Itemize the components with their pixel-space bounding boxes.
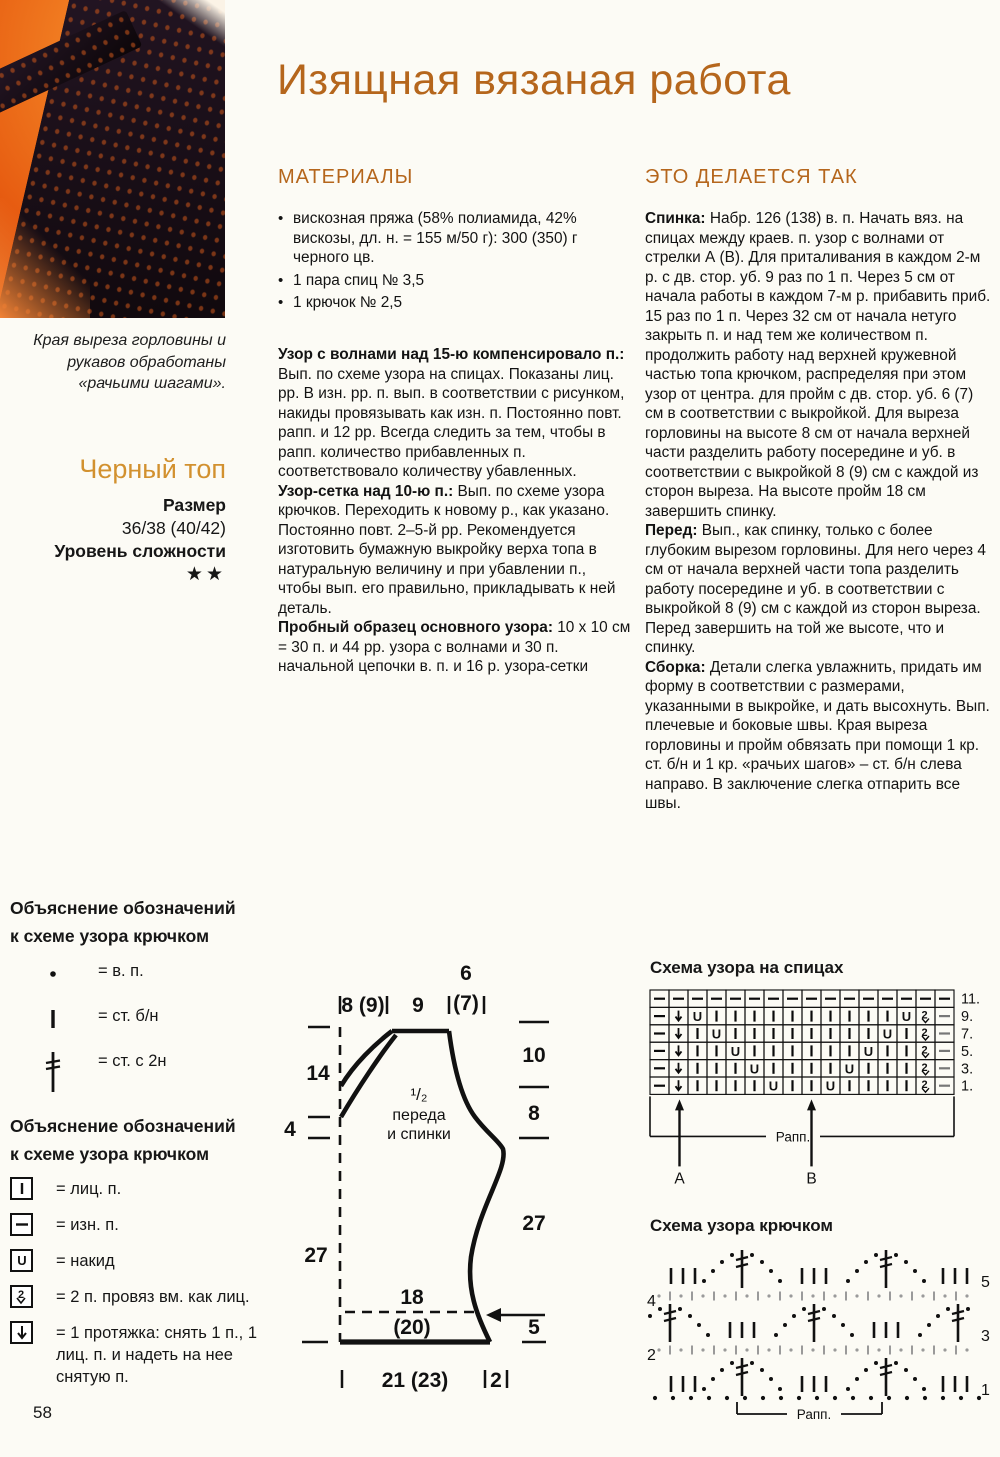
instruction-paragraph: Спинка: Набр. 126 (138) в. п. Начать вяз. на спицах между краев. п. узор с волнами от стрелки А (В). Для приталивания в каждом 2-м р. с дв. стор. уб. 9 раз по 1 п. Через 5 см от начала работы в каждом 7-м р. прибавить приб. 15 раз по 1 п. Через 32 см от начала нетуго закрыть п. и над тем же количеством п. продолжить работу над верхней кружевной частью топа крючком, распределяя при этом узор от центра. для пройм с дв. стор. уб. 6 (7) см в соответствии с выкройкой. Для выреза горловины на высоте 8 см от начала верхней части разделить работу посередине и уб. в соответствии с выкройкой 8 (9) см с каждой из сторон выреза. На высоте пройм 18 см завершить спинку. [645, 210, 991, 520]
legend-text: = ст. с 2н [98, 1052, 167, 1070]
lace-top-photo [0, 0, 225, 318]
svg-text:B: B [806, 1170, 817, 1186]
svg-text:11.: 11. [961, 991, 981, 1008]
legend-item [10, 1285, 265, 1312]
symbol-box [10, 1177, 33, 1200]
svg-text:2: 2 [921, 1044, 928, 1057]
legend-items [10, 959, 260, 1101]
knitting-symbol-legend [10, 1112, 265, 1388]
legend-heading [10, 894, 260, 950]
legend-symbol [10, 1285, 56, 1312]
measure-21-23: 21 (23) [381, 1369, 449, 1392]
difficulty-label: Уровень сложности [54, 540, 226, 561]
legend-item [10, 959, 260, 995]
size-label: Размер [162, 495, 226, 516]
schematic-center-label [387, 1085, 451, 1143]
materials-list [278, 209, 632, 316]
paragraph-lead: Узор с волнами над 15-ю компенсировало п.: [278, 346, 625, 363]
svg-text:U: U [825, 1078, 836, 1094]
measure-7: (7) [453, 992, 479, 1015]
bullet-icon: • [278, 271, 284, 289]
measure-4: 4 [284, 1118, 296, 1141]
legend-symbol [10, 1213, 56, 1240]
svg-text:U: U [711, 1026, 722, 1042]
photo-highlight [155, 0, 225, 54]
svg-text:2: 2 [921, 1027, 928, 1039]
measure-8-9: 8 (9) [341, 994, 385, 1017]
crochet-chart-title: Схема узора крючком [650, 1216, 833, 1235]
garment-schematic [272, 950, 594, 1405]
slip-icon [13, 1323, 31, 1342]
symbol-box [10, 1213, 33, 1236]
svg-text:2: 2 [921, 1061, 928, 1074]
svg-text:3: 3 [981, 1328, 990, 1345]
legend-heading-line: к схеме узора крючком [10, 926, 210, 946]
yo-icon [13, 1251, 31, 1270]
measure-8: 8 [528, 1102, 540, 1125]
svg-text:Рапп.: Рапп. [775, 1129, 811, 1145]
legend-symbol [10, 1321, 56, 1348]
material-item [278, 209, 632, 268]
legend-symbol [10, 1249, 56, 1276]
measure-9: 9 [412, 994, 424, 1017]
knitting-chart-title: Схема узора на спицах [650, 958, 844, 977]
material-item [278, 293, 632, 313]
paragraph-lead: Спинка: [645, 210, 706, 227]
legend-item [10, 1249, 265, 1276]
symbol-box [10, 1321, 33, 1344]
instructions-heading: ЭТО ДЕЛАЕТСЯ ТАК [645, 166, 858, 188]
svg-text:7.: 7. [961, 1026, 974, 1043]
crochet-symbols [648, 1250, 981, 1400]
front-label: переда [392, 1107, 446, 1124]
legend-symbol [10, 1049, 98, 1101]
half-label: ¹/₂ [410, 1085, 428, 1104]
bullet-icon: • [278, 294, 284, 311]
measure-27-left: 27 [304, 1244, 328, 1267]
photo-highlight [0, 198, 90, 318]
symbol-box [10, 1249, 33, 1272]
pattern-paragraph: Узор с волнами над 15-ю компенсировало п.: Вып. по схеме узора на спицах. Показаны лиц. рр. В изн. рр. п. вып. в соответствии с рисунком, накиды провязывать как изн. п. Постоянно повт. рапп. и 12 рр. Всегда следить за тем, чтобы в рапп. количество прибавленных п. соответствовало количеству убавленных. [278, 346, 625, 480]
legend-text: = накид [56, 1252, 115, 1270]
svg-text:U: U [730, 1043, 741, 1059]
svg-text:1.: 1. [961, 1078, 974, 1095]
bar-icon [44, 1004, 62, 1034]
legend-item [10, 1049, 260, 1101]
measure-14: 14 [306, 1062, 330, 1085]
back-label: и спинки [387, 1126, 451, 1143]
svg-text:1: 1 [981, 1382, 990, 1399]
legend-text: = изн. п. [56, 1216, 119, 1234]
material-text: вискозная пряжа (58% полиамида, 42% вискозы, дл. н. = 155 м/50 г): 300 (350) г черного цв. [293, 210, 578, 266]
measure-2: 2 [490, 1369, 502, 1392]
paragraph-lead: Узор-сетка над 10-ю п.: [278, 482, 454, 500]
cross2-icon [44, 1049, 62, 1095]
measure-6: 6 [460, 962, 472, 985]
paragraph-lead: Пробный образец основного узора: [278, 619, 553, 636]
pattern-descriptions [278, 345, 632, 677]
crochet-chart [645, 1246, 991, 1432]
material-item [278, 271, 632, 291]
svg-text:U: U [882, 1026, 893, 1042]
svg-text:U: U [901, 1009, 912, 1025]
svg-text:U: U [749, 1061, 760, 1077]
pattern-paragraph: Узор-сетка над 10-ю п.: Вып. по схеме узора крючков. Переходить к новому р., как указано. Постоянно повт. 2–5-й рр. Рекомендуется изготовить бумажную выкройку верха топа в натуральную величину и при убавлении п., чтобы вып. его правильно, прикладывать к ней деталь. [278, 482, 616, 617]
legend-text: = 1 протяжка: снять 1 п., 1 лиц. п. и надеть на нее снятую п. [56, 1324, 258, 1386]
side-seam-curve [449, 1031, 504, 1342]
legend-item [10, 1213, 265, 1240]
legend-heading-line: Объяснение обозначений [10, 898, 236, 918]
svg-text:U: U [844, 1061, 855, 1077]
svg-text:4: 4 [647, 1293, 656, 1310]
legend-heading-line: к схеме узора крючком [10, 1144, 210, 1164]
legend-text: = ст. б/н [98, 1007, 159, 1025]
measure-18: 18 [400, 1286, 424, 1309]
svg-text:U: U [768, 1078, 779, 1094]
purl-icon [13, 1215, 31, 1234]
legend-item [10, 1004, 260, 1040]
photo-caption: Края выреза горловины и рукавов обработаны «рачьими шагами». [33, 332, 226, 392]
difficulty-stars: ★★ [185, 564, 226, 586]
legend-items [10, 1177, 265, 1388]
measure-20: (20) [393, 1316, 431, 1339]
svg-text:Рапп.: Рапп. [796, 1407, 832, 1422]
legend-text: = в. п. [98, 962, 144, 980]
legend-text: = лиц. п. [56, 1180, 122, 1198]
legend-symbol [10, 1004, 98, 1040]
bullet-icon: • [278, 210, 284, 227]
legend-symbol [10, 1177, 56, 1204]
svg-text:2: 2 [921, 1079, 928, 1092]
svg-text:U: U [16, 1253, 27, 1268]
legend-heading-line: Объяснение обозначений [10, 1116, 236, 1136]
legend-item [10, 1321, 265, 1388]
legend-text: = 2 п. провяз вм. как лиц. [56, 1288, 250, 1306]
chart-grid [650, 990, 954, 1094]
measure-5: 5 [528, 1316, 540, 1339]
legend-item [10, 1177, 265, 1204]
svg-text:U: U [863, 1043, 874, 1059]
svg-text:5: 5 [981, 1274, 990, 1291]
svg-text:9.: 9. [961, 1009, 974, 1026]
svg-text:A: A [674, 1170, 685, 1186]
crochet-symbol-legend [10, 894, 260, 1101]
legend-symbol [10, 959, 98, 995]
symbol-box [10, 1285, 33, 1308]
instruction-text [645, 209, 994, 814]
dot-icon [44, 959, 62, 989]
paragraph-lead: Сборка: [645, 658, 706, 676]
measure-27-right: 27 [522, 1212, 546, 1235]
page-number: 58 [33, 1403, 52, 1422]
knit-icon [13, 1179, 31, 1198]
project-name: Черный топ [79, 454, 226, 484]
size-value: 36/38 (40/42) [121, 517, 226, 538]
knitting-chart [648, 988, 994, 1186]
svg-text:2: 2 [921, 1009, 928, 1022]
material-text: 1 пара спиц № 3,5 [293, 271, 425, 289]
page-title: Изящная вязаная работа [277, 56, 791, 104]
instruction-paragraph: Сборка: Детали слегка увлажнить, придать им форму в соответствии с размерами, указанными в выкройке, и дать высохнуть. Вып. плечевые и боковые швы. Края выреза горловины и пройм обвязать при помощи 1 кр. ст. б/н и 1 кр. «рачьих шагов» – ст. б/н слева направо. В заключение слегка отпарить все швы. [645, 658, 990, 812]
project-info [38, 452, 226, 588]
svg-text:2: 2 [647, 1347, 656, 1364]
paragraph-lead: Перед: [645, 522, 698, 539]
legend-heading [10, 1112, 265, 1168]
pattern-paragraph: Пробный образец основного узора: 10 х 10 см = 30 п. и 44 рр. узора с волнами и 30 п. начальной цепочки в. п. и 16 р. узора-сетки [278, 619, 631, 675]
svg-text:U: U [692, 1009, 703, 1025]
svg-text:2: 2 [17, 1289, 24, 1301]
svg-text:5.: 5. [961, 1043, 974, 1060]
material-text: 1 крючок № 2,5 [293, 294, 403, 311]
instruction-paragraph: Перед: Вып., как спинку, только с более глубоким вырезом горловины. Для него через 4 см от начала верхней части топа разделить работу посередине и уб. в соответствии с выкройкой 8 (9) см с каждой из сторон выреза. Перед завершить на той же высоте, что и спинку. [645, 522, 986, 656]
materials-heading: МАТЕРИАЛЫ [278, 166, 414, 188]
measure-10: 10 [522, 1044, 546, 1067]
k2tog-icon [13, 1287, 31, 1306]
svg-text:3.: 3. [961, 1061, 974, 1078]
